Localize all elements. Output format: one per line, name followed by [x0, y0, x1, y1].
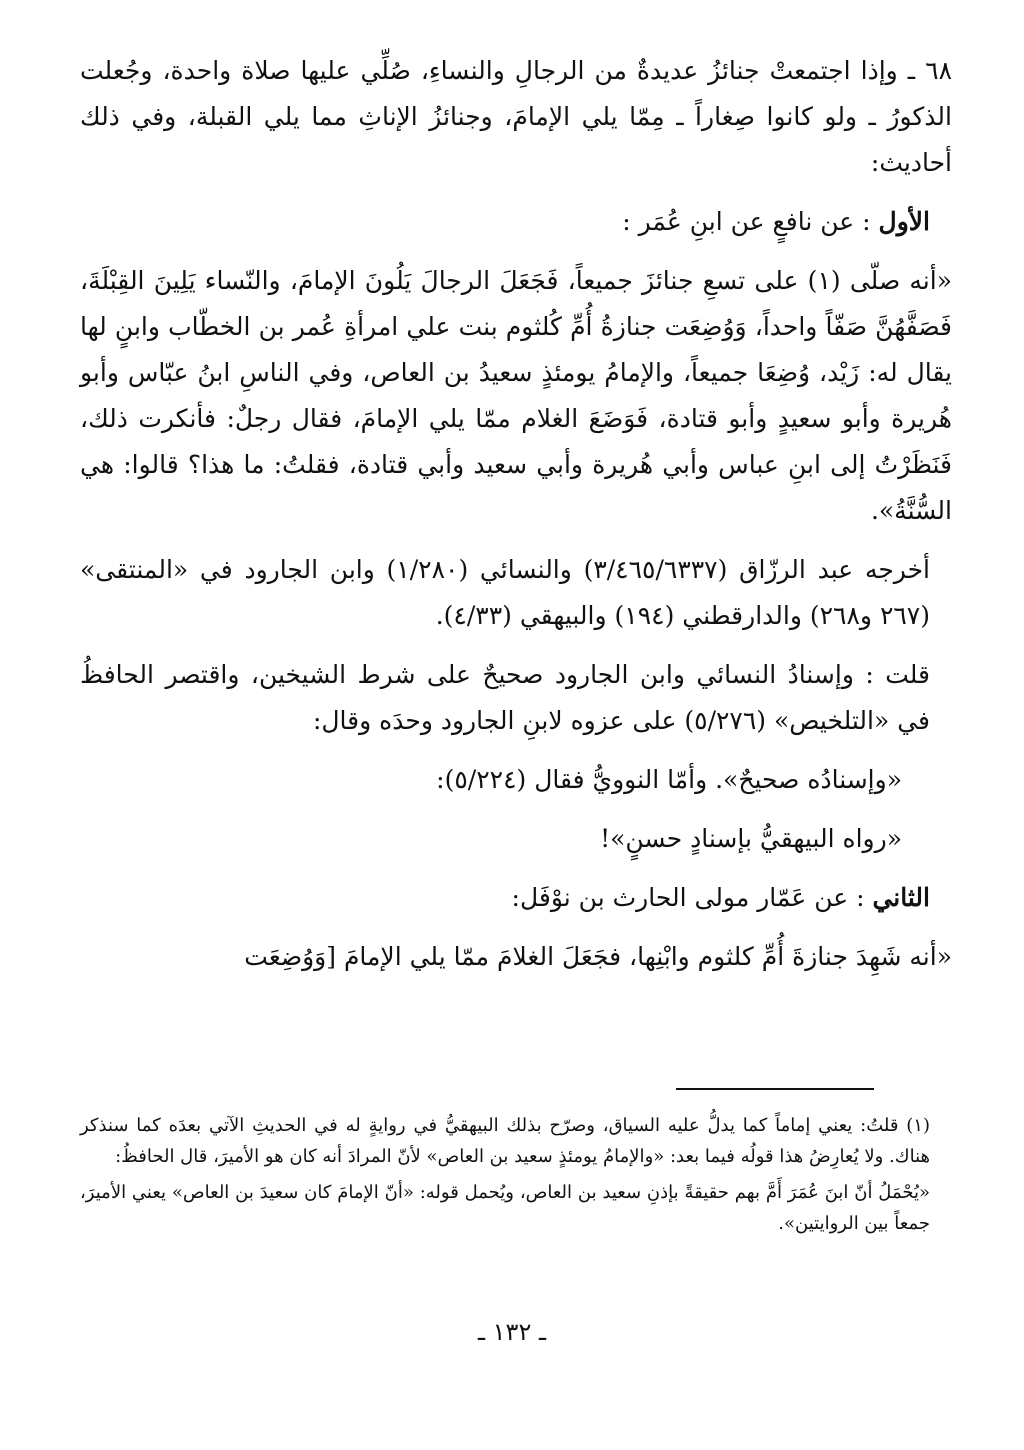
paragraph-68: ٦٨ ـ وإذا اجتمعتْ جنائزُ عديدةٌ من الرجالِ والنساءِ، صُلِّي عليها صلاة واحدة، وجُعلت الذكورُ ـ ولو كانوا صِغاراً ـ مِمّا يلي الإمامَ، وجنائزُ الإناثِ مما يلي القبلة، وفي ذلك أحاديث:: [80, 56, 952, 177]
page-number: ـ ١٣٢ ـ: [477, 1318, 546, 1346]
main-text: [80, 48, 952, 980]
hadith-second-heading: [80, 875, 952, 921]
second-source: : عن عَمّار مولى الحارث بن نوْفَل:: [511, 883, 865, 912]
hadith-first-text: «أنه صلّى (١) على تسعِ جنائزَ جميعاً، فَجَعَلَ الرجالَ يَلُونَ الإمامَ، والنّساء يَلِينَ القِبْلَةَ، فَصَفَّهُنَّ صَفّاً واحداً، وَوُضِعَت جنازةُ أُمِّ كُلثوم بنت علي امرأةِ عُمر بن الخطّاب وابنٍ لها يقال له: زَيْد، وُضِعَا جميعاً، والإمامُ يومئذٍ سعيدُ بن العاص، وفي الناسِ ابنُ عبّاس وأبو هُريرة وأبو سعيدٍ وأبو قتادة، فَوَضَعَ الغلام ممّا يلي الإمامَ، فقال رجلٌ: فأنكرت ذلك، فَنَظَرْتُ إلى ابنِ عباس وأبي هُريرة وأبي سعيد وأبي قتادة، فقلتُ: ما هذا؟ قالوا: هي السُّنَّةُ».: [80, 266, 953, 525]
nawawi-quote: «رواه البيهقيُّ بإسنادٍ حسنٍ»!: [600, 824, 902, 853]
first-label: الأول: [878, 207, 930, 236]
qultu-paragraph: قلت : وإسنادُ النسائي وابن الجارود صحيحٌ على شرط الشيخين، واقتصر الحافظُ في «التلخيص» (٥/٢٧٦) على عزوه لابنِ الجارود وحدَه وقال:: [80, 660, 930, 735]
second-label: الثاني: [872, 883, 930, 912]
hadith-second-text: «أنه شَهِدَ جنازةَ أُمِّ كلثوم وابْنِها، فجَعَلَ الغلامَ ممّا يلي الإمامَ [وَوُضِعَت: [244, 942, 952, 971]
footnotes: [80, 1110, 952, 1239]
footnote-1-quote: «يُحْمَلُ أنّ ابنَ عُمَرَ أَمَّ بهم حقيقةً بإذنِ سعيد بن العاص، ويُحمل قوله: «أنّ الإمامَ كان سعيدَ بن العاص» يعني الأميرَ، جمعاً بين الروايتين».: [80, 1182, 930, 1234]
takhrij-paragraph: أخرجه عبد الرزّاق (٣/٤٦٥/٦٣٣٧) والنسائي (١/٢٨٠) وابن الجارود في «المنتقى» (٢٦٧ و٢٦٨) والدارقطني (١٩٤) والبيهقي (٤/٣٣).: [80, 555, 930, 630]
first-source: : عن نافعٍ عن ابنِ عُمَر :: [622, 207, 871, 236]
footnote-separator: [676, 1088, 874, 1090]
footnote-1: (١) قلتُ: يعني إماماً كما يدلُّ عليه السياق، وصرّح بذلك البيهقيُّ في روايةٍ له في الحديثِ الآتي بعدَه كما سنذكر هناك. ولا يُعارِضُ هذا قولُه فيما بعد: «والإمامُ يومئذٍ سعيد بن العاص» لأنّ المرادَ أنه كان هو الأميرَ، قال الحافظُ:: [80, 1115, 930, 1167]
hadith-first-heading: [80, 199, 952, 245]
hafiz-quote: «وإسنادُه صحيحٌ». وأمّا النوويُّ فقال (٥/٢٢٤):: [436, 765, 902, 794]
